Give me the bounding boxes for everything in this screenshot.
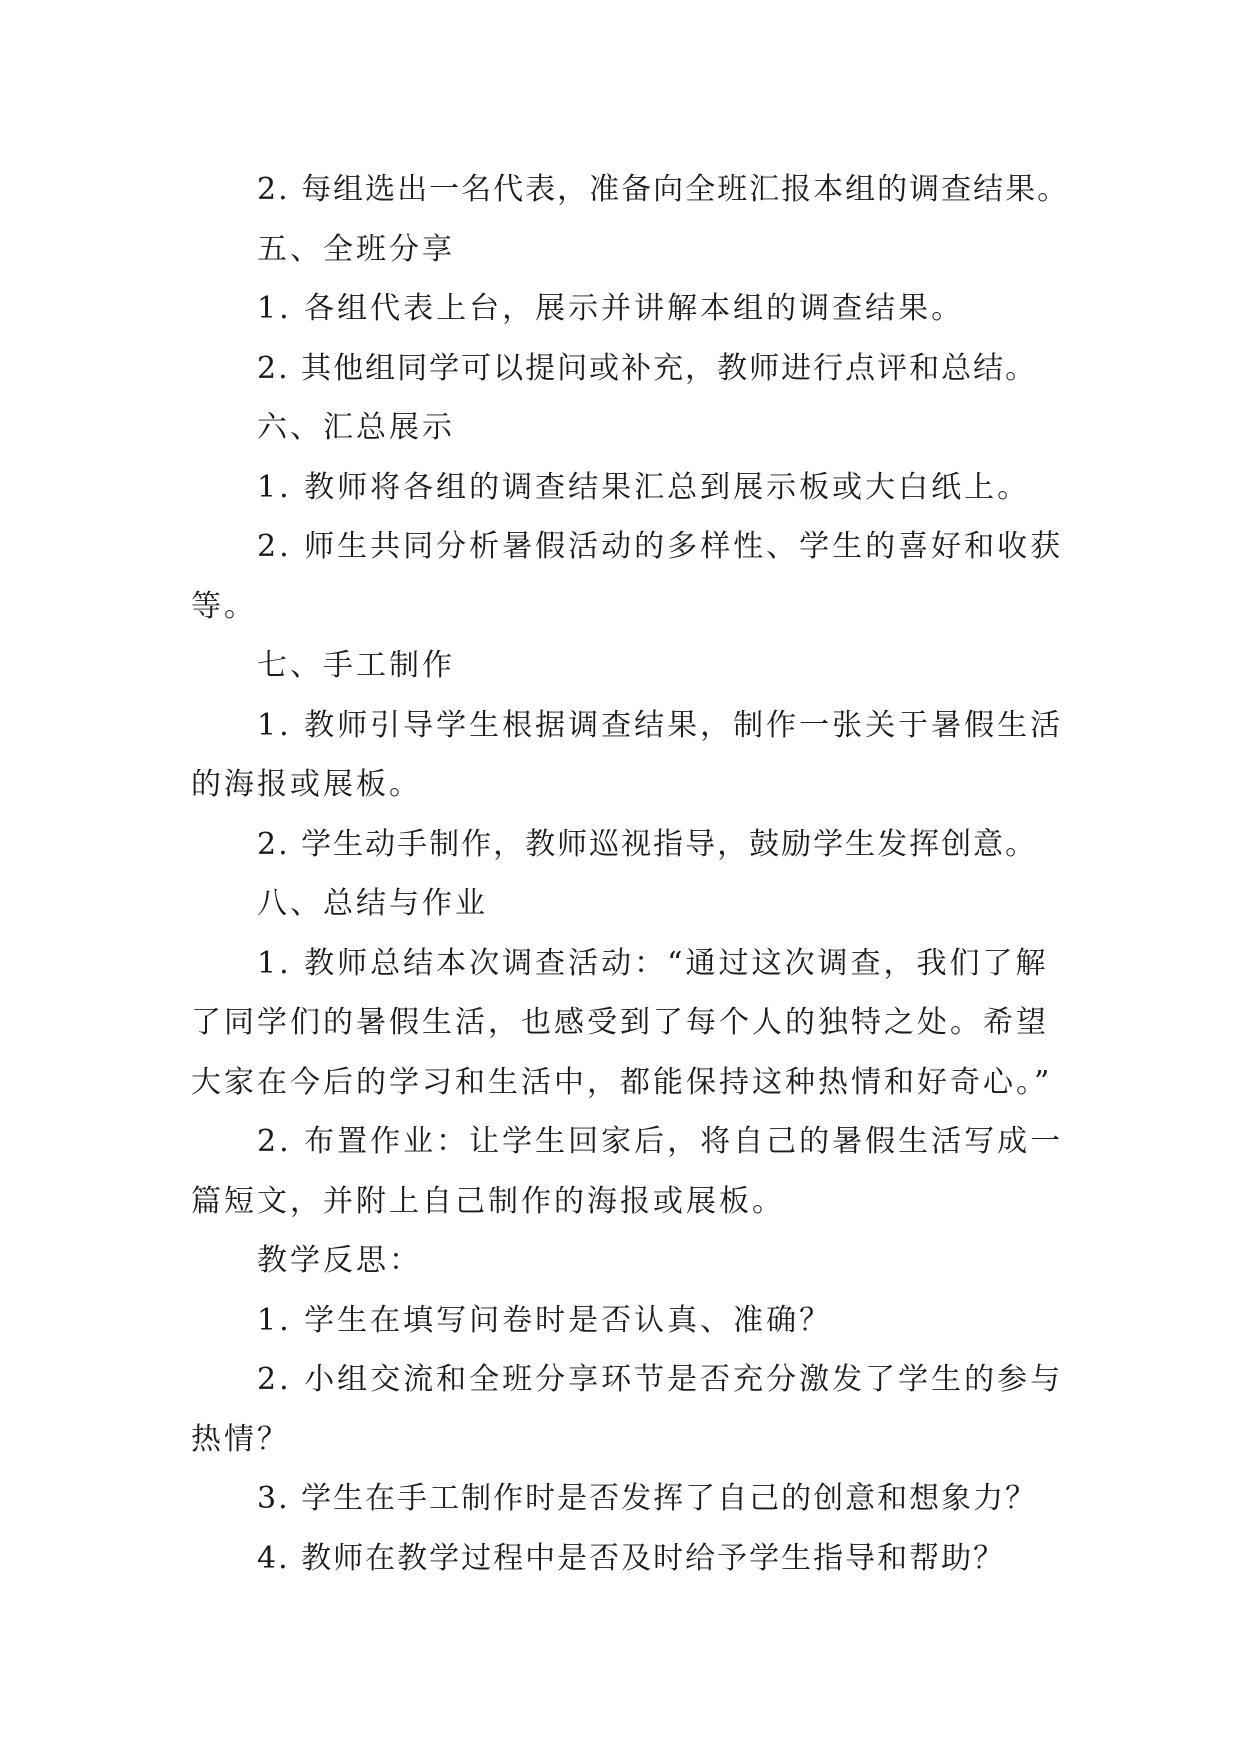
heading-class-sharing: 五、全班分享 xyxy=(257,231,455,267)
paragraph-make-poster: 1. 教师引导学生根据调查结果，制作一张关于暑假生活的海报或展板。 xyxy=(191,707,1064,802)
document-body xyxy=(191,160,1071,1588)
paragraph-reflection-3: 3. 学生在手工制作时是否发挥了自己的创意和想象力？ xyxy=(257,1481,1038,1516)
paragraph-group-representative: 2. 每组选出一名代表，准备向全班汇报本组的调查结果。 xyxy=(257,172,1070,207)
paragraph-collect-results: 1. 教师将各组的调查结果汇总到展示板或大白纸上。 xyxy=(257,469,1031,505)
heading-handcraft: 七、手工制作 xyxy=(257,648,455,683)
paragraph-questions-review: 2. 其他组同学可以提问或补充，教师进行点评和总结。 xyxy=(257,350,1038,386)
paragraph-reflection-1: 1. 学生在填写问卷时是否认真、准确？ xyxy=(257,1302,833,1338)
paragraph-reflection-2: 2. 小组交流和全班分享环节是否充分激发了学生的参与热情？ xyxy=(191,1362,1064,1457)
paragraph-assign-homework: 2. 布置作业：让学生回家后，将自己的暑假生活写成一篇短文，并附上自己制作的海报或展板。 xyxy=(191,1124,1064,1219)
heading-summary-homework: 八、总结与作业 xyxy=(257,886,488,921)
heading-summary-display: 六、汇总展示 xyxy=(257,410,455,445)
paragraph-present-results: 1. 各组代表上台，展示并讲解本组的调查结果。 xyxy=(257,291,965,326)
paragraph-reflection-4: 4. 教师在教学过程中是否及时给予学生指导和帮助？ xyxy=(257,1540,1006,1576)
paragraph-teacher-summary: 1. 教师总结本次调查活动：“通过这次调查，我们了解了同学们的暑假生活，也感受到了每个人的独特之处。希望大家在今后的学习和生活中，都能保持这种热情和好奇心。” xyxy=(191,945,1053,1100)
heading-teaching-reflection: 教学反思： xyxy=(257,1243,422,1278)
paragraph-analyze-activities: 2. 师生共同分析暑假活动的多样性、学生的喜好和收获等。 xyxy=(191,529,1064,624)
paragraph-students-create: 2. 学生动手制作，教师巡视指导，鼓励学生发挥创意。 xyxy=(257,826,1038,862)
